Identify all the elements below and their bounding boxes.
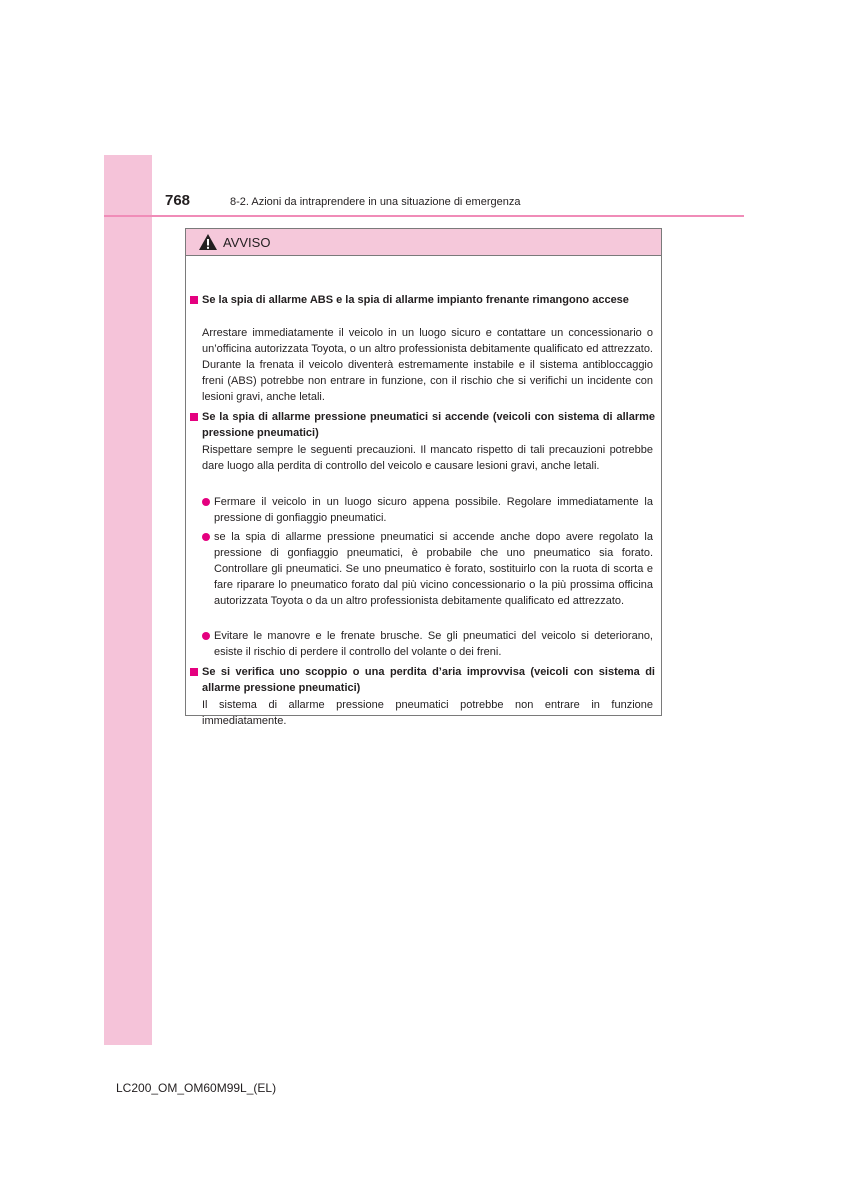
round-bullet-icon (202, 533, 210, 541)
chapter-side-strip (104, 155, 152, 1045)
list-item: Fermare il veicolo in un luogo sicuro appena possibile. Regolare immediatamente la pressione di gonfiaggio pneumatici. (202, 494, 653, 526)
square-bullet-icon (190, 296, 198, 304)
document-code: LC200_OM_OM60M99L_(EL) (116, 1081, 277, 1095)
round-bullet-icon (202, 498, 210, 506)
warning-heading-blowout: Se si verifica uno scoppio o una perdita d’aria improvvisa (veicoli con sistema di allarme pressione pneumatici) (190, 664, 655, 696)
warning-text-abs: Arrestare immediatamente il veicolo in un luogo sicuro e contattare un concessionario o un’officina autorizzata Toyota, o un altro professionista debitamente qualificato ed attrezzato. Durante la frenata il veicolo diventerà estremamente instabile e il sistema antibloccaggio freni (ABS) potrebbe non entrare in funzione, con il rischio che si verifichi un incidente con lesioni gravi, anche letali. (202, 327, 653, 403)
page-number: 768 (165, 192, 191, 209)
list-item: Evitare le manovre e le frenate brusche. Se gli pneumatici del veicolo si deteriorano, esiste il rischio di perdere il controllo del volante o dei freni. (202, 628, 653, 660)
square-bullet-icon (190, 668, 198, 676)
warning-header (186, 229, 661, 256)
warning-triangle-icon (198, 233, 218, 251)
header-divider (104, 215, 744, 217)
warning-title: AVVISO (223, 234, 271, 250)
section-title: 8-2. Azioni da intraprendere in una situazione di emergenza (230, 196, 521, 208)
warning-heading-abs: Se la spia di allarme ABS e la spia di allarme impianto frenante rimangono accese (190, 292, 655, 308)
warning-text-blowout: Il sistema di allarme pressione pneumatici potrebbe non entrare in funzione immediatamente. (202, 699, 653, 727)
round-bullet-icon (202, 632, 210, 640)
list-item: se la spia di allarme pressione pneumatici si accende anche dopo avere regolato la pressione di gonfiaggio pneumatici, è probabile che uno pneumatico sia forato. Controllare gli pneumatici. Se uno pneumatico è forato, sostituirlo con la ruota di scorta e fare riparare lo pneumatico forato dal più vicino concessionario o la più prossima officina autorizzata Toyota o da un altro professionista debitamente qualificato ed attrezzato. (202, 529, 653, 609)
warning-heading-tire-pressure: Se la spia di allarme pressione pneumatici si accende (veicoli con sistema di allarme pressione pneumatici) (190, 409, 655, 441)
warning-box (185, 228, 662, 727)
square-bullet-icon (190, 413, 198, 421)
warning-text-tire-pressure: Rispettare sempre le seguenti precauzioni. Il mancato rispetto di tali precauzioni potrebbe dare luogo alla perdita di controllo del veicolo e causare lesioni gravi, anche letali. (202, 444, 653, 472)
